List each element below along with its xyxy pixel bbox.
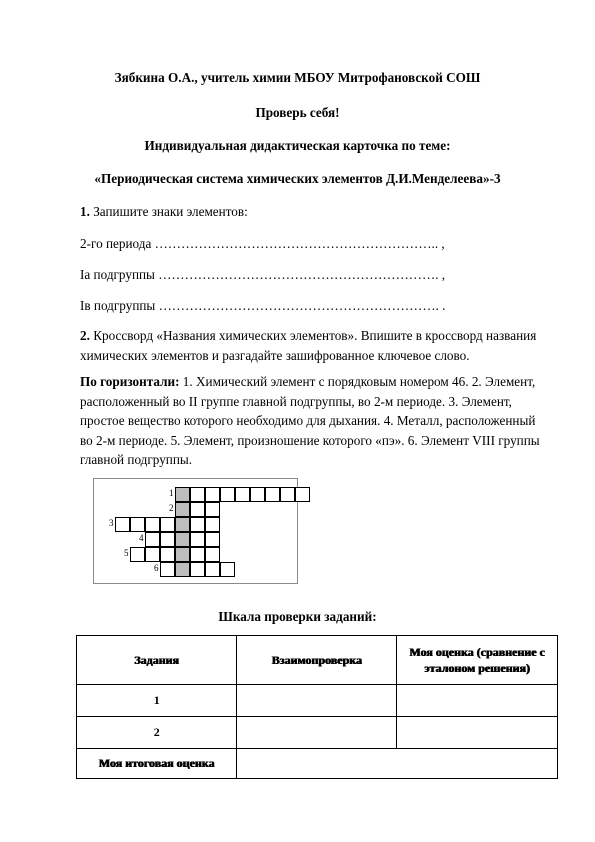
crossword-number-3: 3 [109, 518, 114, 528]
crossword-cell[interactable] [190, 502, 205, 517]
crossword-cell[interactable] [205, 502, 220, 517]
crossword-cell[interactable] [205, 517, 220, 532]
crossword-key-cell[interactable] [175, 487, 190, 502]
across-clues [80, 372, 550, 470]
crossword-number-4: 4 [139, 533, 144, 543]
task1-line-ib-group: Iв подгруппы ………………………………………………………. . [80, 298, 446, 313]
task2-text: Кроссворд «Названия химических элементов». Впишите в кроссворд названия химических элементов и разгадайте зашифрованное ключевое слово. [80, 328, 537, 363]
crossword-grid [93, 478, 298, 584]
crossword-cell[interactable] [250, 487, 265, 502]
crossword-cell[interactable] [160, 547, 175, 562]
topic-title: «Периодическая система химических элементов Д.И.Менделеева»-3 [94, 171, 501, 186]
crossword-cell[interactable] [220, 562, 235, 577]
score-table-header-row [77, 636, 558, 685]
header-my-grade: Моя оценка (сравнение с эталоном решения) [397, 636, 558, 685]
task2-number: 2. [80, 328, 90, 343]
final-grade-label: Моя итоговая оценка [77, 749, 237, 779]
task1-line-ia-group: Iа подгруппы ………………………………………………………. , [80, 267, 446, 282]
peer-review-cell-1[interactable] [237, 685, 397, 717]
crossword-number-1: 1 [169, 488, 174, 498]
crossword-number-6: 6 [154, 563, 159, 573]
my-grade-cell-2[interactable] [397, 717, 558, 749]
crossword-cell[interactable] [160, 532, 175, 547]
crossword-cell[interactable] [190, 517, 205, 532]
crossword-number-2: 2 [169, 503, 174, 513]
scale-title: Шкала проверки заданий: [218, 609, 377, 624]
task1-statement [80, 202, 248, 222]
crossword-cell[interactable] [205, 532, 220, 547]
header-peer-review: Взаимопроверка [237, 636, 397, 685]
crossword-key-cell[interactable] [175, 517, 190, 532]
crossword-cell[interactable] [280, 487, 295, 502]
crossword-cell[interactable] [190, 487, 205, 502]
check-yourself-heading: Проверь себя! [255, 105, 340, 120]
crossword-key-cell[interactable] [175, 532, 190, 547]
crossword-cell[interactable] [130, 517, 145, 532]
author-line: Зябкина О.А., учитель химии МБОУ Митрофановской СОШ [114, 70, 481, 85]
crossword-cell[interactable] [190, 547, 205, 562]
crossword-cell[interactable] [190, 532, 205, 547]
task-number-1: 1 [77, 685, 237, 717]
task2-statement [80, 326, 550, 365]
across-label: По горизонтали: [80, 374, 180, 389]
crossword-cell[interactable] [220, 487, 235, 502]
score-final-row [77, 749, 558, 779]
crossword-cell[interactable] [265, 487, 280, 502]
across-text: 1. Химический элемент с порядковым номером 46. 2. Элемент, расположенный во II группе главной подгруппы, во 2-м периоде. 3. Элемент, простое вещество которого необходимо для дыхания. 4. Металл, расположенный во 2-м периоде. 5. Элемент, произношение которого «пэ». 6. Элемент VIII группы главной подгруппы. [80, 374, 540, 467]
crossword-cell[interactable] [190, 562, 205, 577]
crossword-cell[interactable] [145, 532, 160, 547]
score-table [76, 635, 558, 779]
header-tasks: Задания [77, 636, 237, 685]
crossword-cell[interactable] [205, 487, 220, 502]
crossword-cell[interactable] [145, 547, 160, 562]
peer-review-cell-2[interactable] [237, 717, 397, 749]
task1-line-period2: 2-го периода ……………………………………………………….. , [80, 236, 445, 251]
task1-text: Запишите знаки элементов: [89, 204, 248, 219]
crossword-cell[interactable] [160, 562, 175, 577]
task-number-2: 2 [77, 717, 237, 749]
crossword-cell[interactable] [145, 517, 160, 532]
final-grade-cell[interactable] [237, 749, 558, 779]
crossword-cell[interactable] [205, 547, 220, 562]
card-title: Индивидуальная дидактическая карточка по теме: [144, 138, 451, 153]
score-row-2 [77, 717, 558, 749]
crossword-key-cell[interactable] [175, 502, 190, 517]
crossword-cell[interactable] [205, 562, 220, 577]
crossword-key-cell[interactable] [175, 547, 190, 562]
score-row-1 [77, 685, 558, 717]
crossword-cell[interactable] [295, 487, 310, 502]
crossword-key-cell[interactable] [175, 562, 190, 577]
crossword-cell[interactable] [235, 487, 250, 502]
crossword-cell[interactable] [130, 547, 145, 562]
task1-number: 1. [80, 204, 90, 219]
my-grade-cell-1[interactable] [397, 685, 558, 717]
crossword-cell[interactable] [115, 517, 130, 532]
crossword-number-5: 5 [124, 548, 129, 558]
crossword-cell[interactable] [160, 517, 175, 532]
